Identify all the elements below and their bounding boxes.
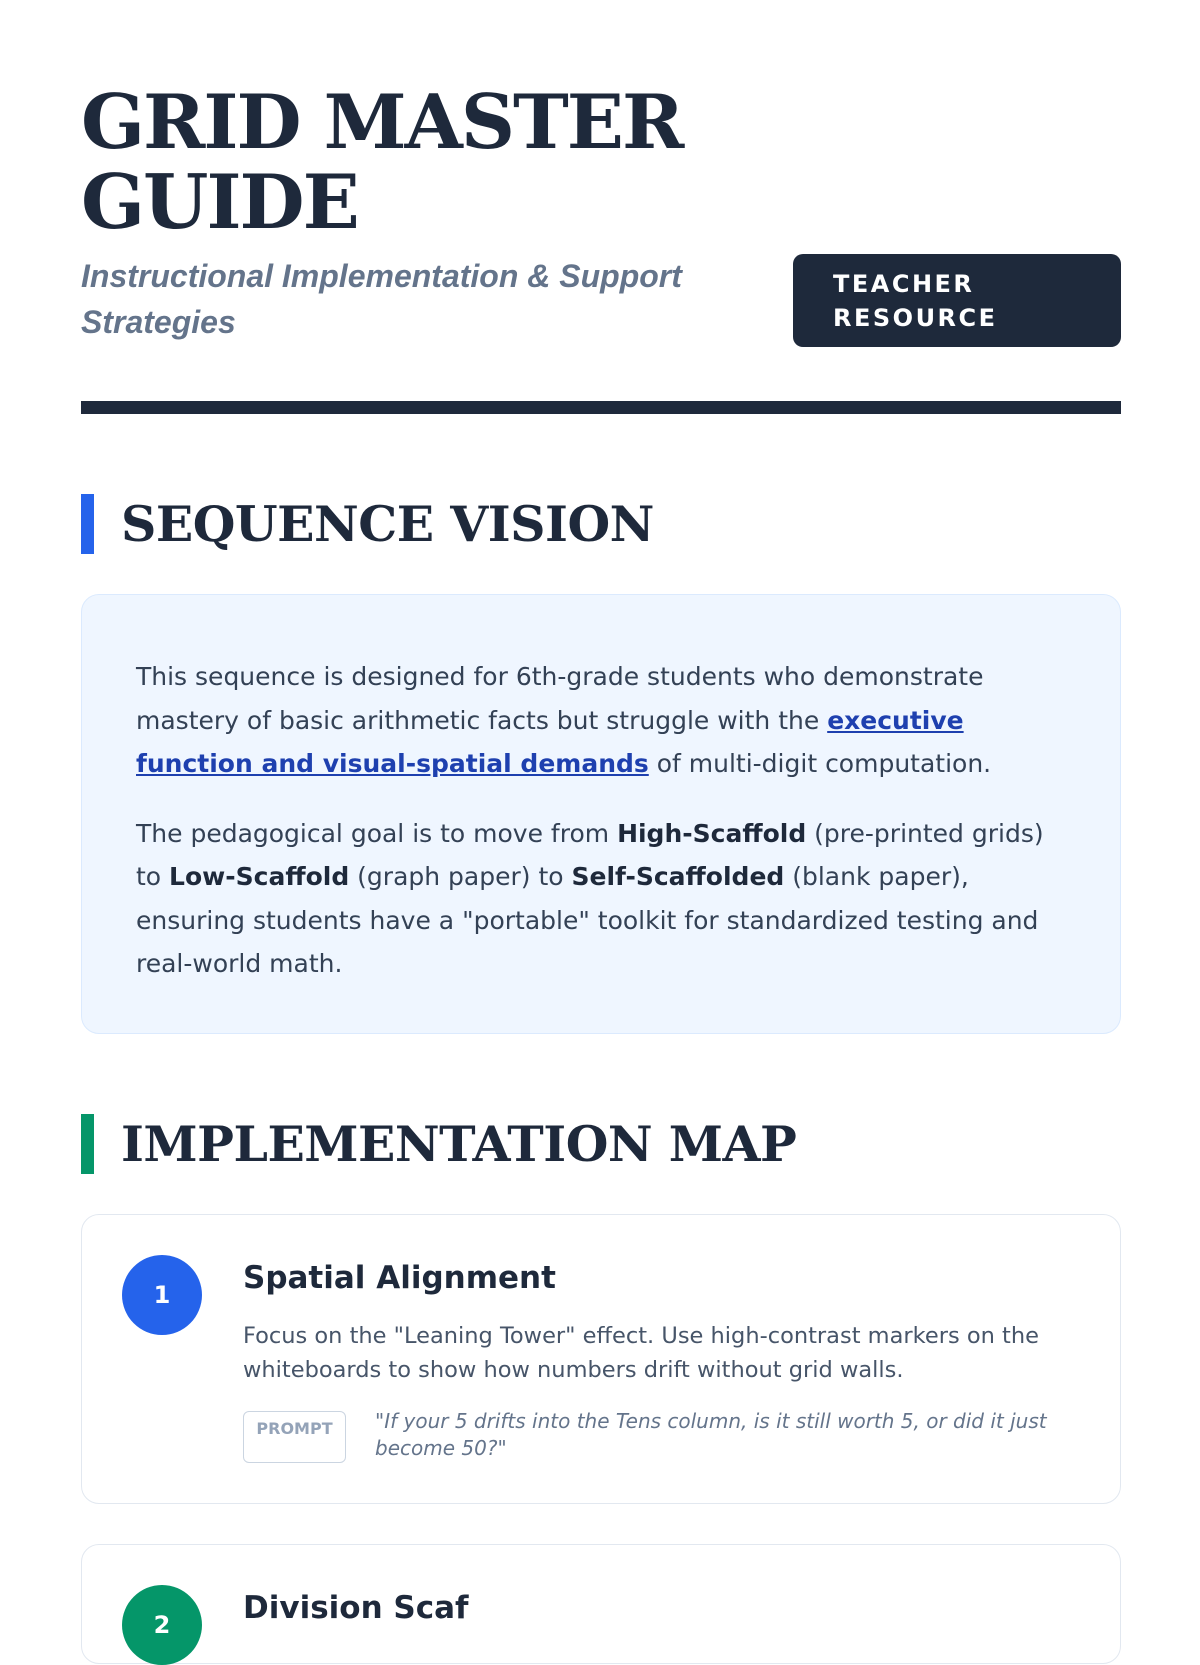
step-card-spatial-alignment	[81, 1214, 1121, 1504]
vision-text: (graph paper) to	[349, 862, 572, 891]
low-scaffold-term: Low-Scaffold	[169, 862, 350, 891]
vision-paragraph-2	[136, 812, 1066, 986]
vision-text: The pedagogical goal is to move from	[136, 818, 618, 848]
page-subtitle: Instructional Implementation & Support Strategies	[81, 258, 682, 340]
executive-function-link[interactable]: executive function and visual-spatial demands	[136, 705, 964, 778]
step-description: Focus on the "Leaning Tower" effect. Use high-contrast markers on the whiteboards to show how numbers drift without grid walls.	[243, 1323, 1039, 1383]
section-accent-bar	[81, 1114, 94, 1174]
vision-text: (blank paper), ensuring students have a "portable" toolkit for standardized testing and real-world math.	[136, 862, 1039, 978]
prompt-quote: "If your 5 drifts into the Tens column, is it still worth 5, or did it just become 50?"	[375, 1409, 1047, 1460]
header-divider	[81, 401, 1121, 414]
step-number-badge: 2	[122, 1585, 202, 1665]
self-scaffolded-term: Self-Scaffolded	[571, 862, 785, 891]
vision-paragraph-1	[136, 655, 1066, 786]
step-number-badge: 1	[122, 1255, 202, 1335]
step-title: Spatial Alignment	[243, 1260, 556, 1296]
sequence-vision-panel	[81, 594, 1121, 1034]
section-title: SEQUENCE VISION	[121, 495, 654, 553]
prompt-label: PROMPT	[243, 1411, 346, 1463]
high-scaffold-term: High-Scaffold	[617, 818, 807, 848]
step-title: Division Scaf	[243, 1590, 469, 1626]
vision-text: of multi-digit computation.	[648, 749, 992, 778]
section-title: IMPLEMENTATION MAP	[121, 1115, 797, 1173]
step-card-division	[81, 1544, 1121, 1664]
teacher-resource-badge: TEACHER RESOURCE	[793, 254, 1121, 347]
vision-text: (pre-printed grids) to	[136, 818, 1044, 891]
vision-text: This sequence is designed for 6th-grade students who demonstrate mastery of basic arithmetic facts but struggle with the	[136, 662, 984, 735]
page-title: GRID MASTER GUIDE	[81, 78, 683, 246]
section-accent-bar	[81, 494, 94, 554]
